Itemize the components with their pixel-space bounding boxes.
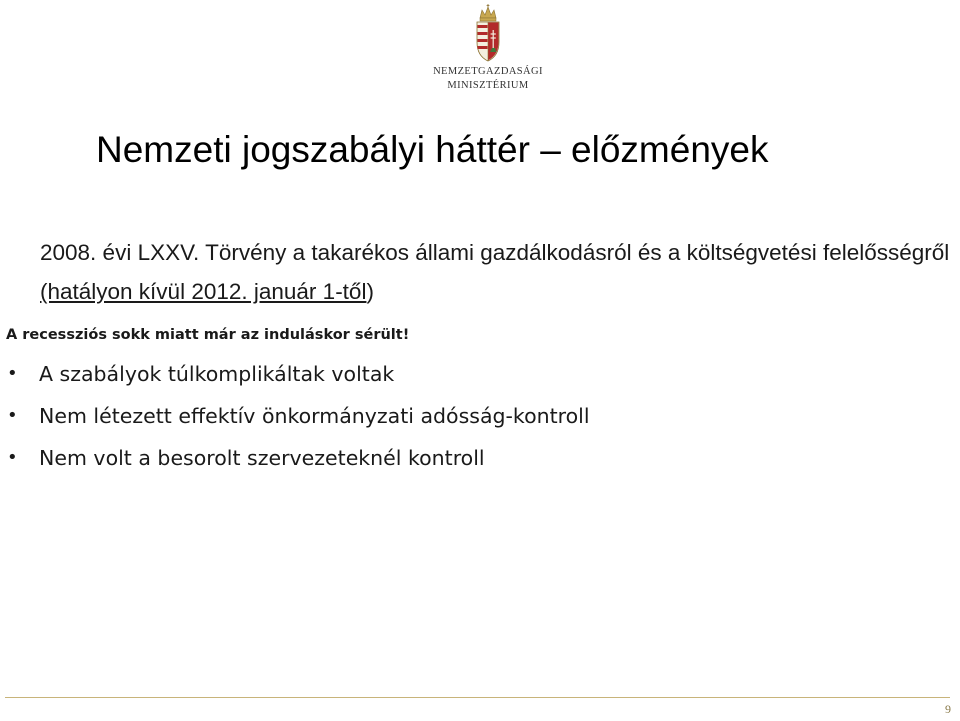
bullet-icon: • (7, 405, 18, 426)
ministry-name-line2: MINISZTÉRIUM (447, 80, 529, 91)
law-text: 2008. évi LXXV. Törvény a takarékos állami gazdálkodásról és a költségvetési felelősségről (40, 240, 950, 265)
law-validity-note: (hatályon kívül 2012. január 1-től (40, 279, 367, 304)
bullet-icon: • (7, 447, 18, 468)
list-item-label: Nem létezett effektív önkormányzati adósság-kontroll (39, 404, 590, 428)
slide-title: Nemzeti jogszabályi háttér – előzmények (96, 129, 769, 170)
coat-of-arms-icon (473, 4, 503, 64)
list-item-label: Nem volt a besorolt szervezeteknél kontroll (39, 446, 485, 470)
list-item-label: A szabályok túlkomplikáltak voltak (39, 362, 395, 386)
bullet-icon: • (7, 363, 18, 384)
emphasis-text: A recessziós sokk miatt már az induláskor sérült! (6, 327, 410, 343)
law-reference (40, 233, 950, 311)
page-number: 9 (945, 702, 951, 716)
ministry-logo (418, 4, 558, 96)
law-close-paren: ) (366, 279, 374, 304)
footer-divider (5, 697, 950, 698)
ministry-name-line1: NEMZETGAZDASÁGI (433, 66, 543, 77)
